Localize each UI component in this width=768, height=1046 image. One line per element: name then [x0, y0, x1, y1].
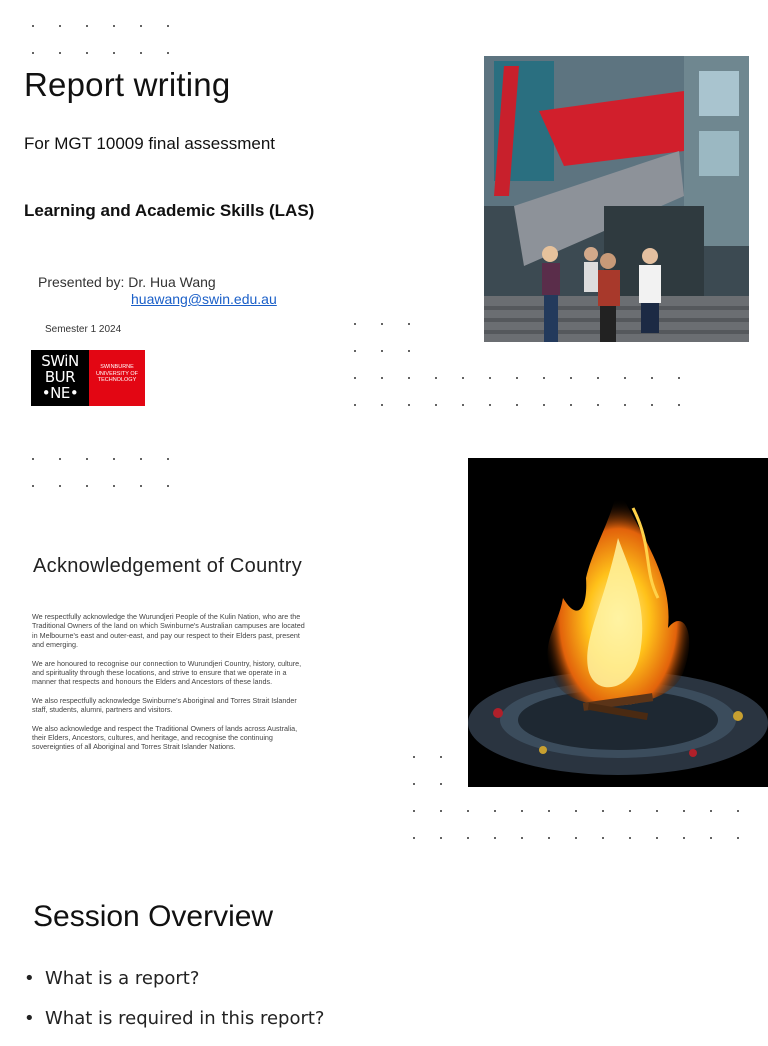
acknowledgement-body: [32, 612, 312, 761]
decorative-dot-grid: [32, 458, 194, 512]
ack-paragraph: We respectfully acknowledge the Wurundjeri People of the Kulin Nation, who are the Traditional Owners of the land on which Swinburne's Australian campuses are located in Melbourne's east and outer-east, and pay our respect to their Elders past, present and emerging.: [32, 612, 305, 650]
logo-wordmark: SWINBURNE UNIVERSITY OF TECHNOLOGY: [95, 364, 139, 383]
decorative-dot-grid: [413, 810, 764, 864]
logo-line-3: •NE•: [41, 384, 79, 402]
swinburne-logo: [31, 350, 145, 406]
campus-building-photo: [484, 56, 749, 342]
ack-paragraph: We are honoured to recognise our connection to Wurundjeri Country, history, culture, and spirituality through these locations, and strive to ensure that we operate in a manner that respects and honours the Elders and Ancestors of these lands.: [32, 658, 302, 687]
session-overview-list: [24, 966, 324, 1046]
list-item: • What is required in this report?: [24, 1006, 324, 1046]
logo-line-1: SWiN: [41, 352, 79, 370]
list-item: • What is a report?: [24, 966, 324, 1006]
department-heading: Learning and Academic Skills (LAS): [24, 201, 315, 220]
decorative-dot-grid: [354, 377, 705, 431]
presenter-line: Presented by: Dr. Hua Wang: [38, 274, 216, 290]
session-overview-title: Session Overview: [33, 900, 274, 933]
ack-paragraph: We also acknowledge and respect the Traditional Owners of lands across Australia, their Elders, Ancestors, cultures, and heritage, and recognise the continuing sovereignties of all Aboriginal and Torres Strait Islander Nations.: [32, 723, 298, 752]
course-subtitle: For MGT 10009 final assessment: [24, 134, 276, 153]
acknowledgement-title: Acknowledgement of Country: [33, 555, 303, 577]
decorative-dot-grid: [413, 756, 467, 810]
slide-title: Report writing: [24, 66, 231, 103]
fire-ceremony-image: [468, 458, 768, 787]
logo-line-2: BUR: [44, 368, 76, 386]
ack-paragraph: We also respectfully acknowledge Swinburne's Aboriginal and Torres Strait Islander staff, students, alumni, partners and visitors.: [32, 695, 297, 715]
semester-label: Semester 1 2024: [45, 324, 122, 335]
presenter-email-link[interactable]: huawang@swin.edu.au: [131, 291, 277, 307]
decorative-dot-grid: [354, 323, 435, 377]
